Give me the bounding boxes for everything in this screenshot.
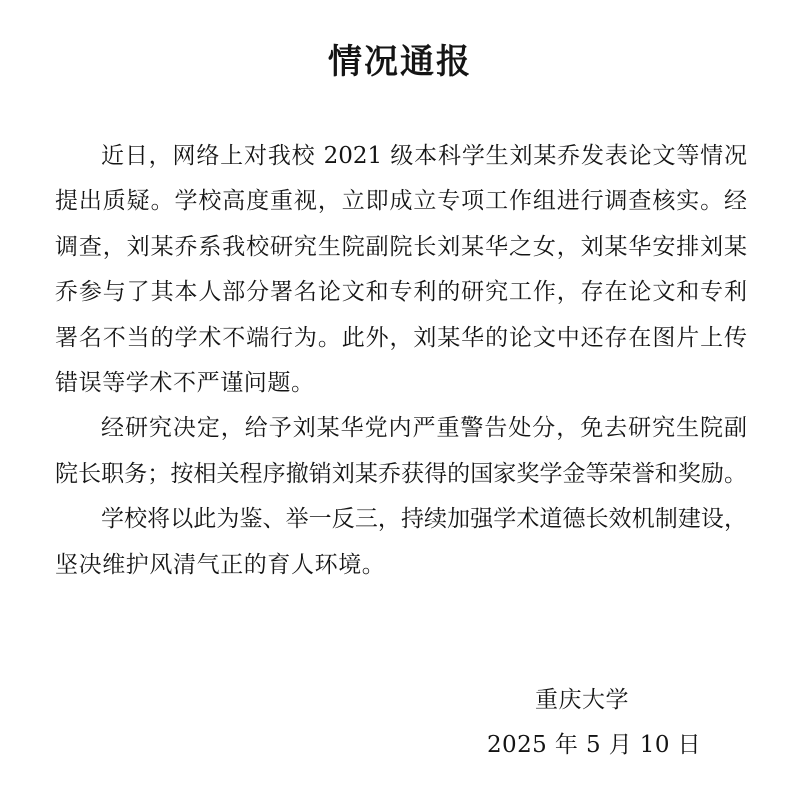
paragraph-2-line-1: 经研究决定，给予刘某华党内严重警告处分，免去研究生院副 — [101, 415, 747, 442]
paragraph-1-line-2: 提出质疑。学校高度重视，立即成立专项工作组进行调查核实。经 — [55, 188, 747, 215]
notice-title: 情况通报 — [328, 42, 472, 82]
paragraph-1-line-5: 署名不当的学术不端行为。此外，刘某华的论文中还存在图片上传 — [55, 324, 747, 351]
paragraph-1-line-1: 近日，网络上对我校 2021 级本科学生刘某乔发表论文等情况 — [101, 143, 747, 169]
paragraph-1-line-6: 错误等学术不严谨问题。 — [55, 369, 315, 396]
paragraph-1-line-3: 调查，刘某乔系我校研究生院副院长刘某华之女，刘某华安排刘某 — [55, 233, 747, 260]
signature-date: 2025 年 5 月 10 日 — [487, 732, 701, 758]
signature-organization: 重庆大学 — [535, 687, 629, 713]
paragraph-3-line-2: 坚决维护风清气正的育人环境。 — [55, 551, 386, 578]
paragraph-3-line-1: 学校将以此为鉴、举一反三，持续加强学术道德长效机制建设， — [101, 506, 747, 533]
paragraph-2-line-2: 院长职务；按相关程序撤销刘某乔获得的国家奖学金等荣誉和奖励。 — [55, 460, 747, 487]
paragraph-1-line-4: 乔参与了其本人部分署名论文和专利的研究工作，存在论文和专利 — [55, 279, 747, 306]
notice-body — [55, 134, 747, 588]
